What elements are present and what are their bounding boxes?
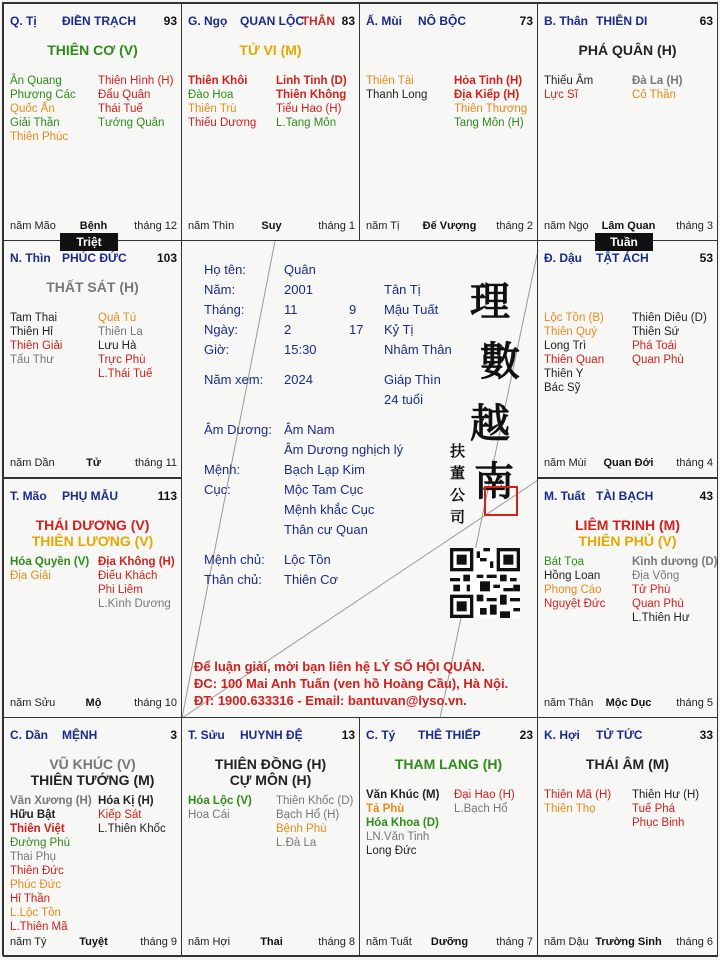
star-item: Kình dương (D) [632,556,718,568]
star-item: Tử Phù [632,584,671,596]
minor-stars-right [632,311,718,367]
minor-stars-right [632,788,718,830]
star-item: Văn Xương (H) [10,795,92,807]
main-star: THÁI DƯƠNG (V) [35,517,150,533]
palace-footer [544,936,713,950]
calligraphy-char-4: 南 [474,458,514,505]
star-item: Phượng Các [10,89,76,101]
star-item: Tuế Phá [632,803,676,815]
star-item: Hóa Khoa (D) [366,817,439,829]
star-item: Thiên Hư (H) [632,789,700,801]
star-item: Thanh Long [366,89,428,101]
star-item: Điếu Khách [98,570,158,582]
star-item: Nguyệt Đức [544,598,606,610]
palace-footer [10,457,177,471]
star-item: L.Kình Dương [98,598,171,610]
main-star: THIÊN TƯỚNG (M) [30,772,155,788]
star-item: Bác Sỹ [544,382,581,394]
star-item: Quả Tú [98,312,137,324]
minor-stars-right [632,555,718,625]
value-ngay-can: Kỷ Tị [384,322,414,337]
palace-tag: THÂN [301,14,335,28]
palace-year: năm Dần [10,457,55,469]
minor-stars-left [10,74,98,144]
palace-name: TẬT ÁCH [596,251,649,265]
star-item: Linh Tinh (D) [276,75,347,87]
minor-stars-left [10,794,98,934]
palace-footer [366,220,533,234]
star-item: Phục Binh [632,817,685,829]
palace-number: 23 [519,728,533,742]
main-star: CỰ MÔN (H) [229,772,312,788]
main-star: TỬ VI (M) [239,42,302,58]
palace-branch: C. Dần [10,728,49,742]
minor-stars-left [544,555,632,611]
palace-dan [3,717,182,957]
palace-footer [544,220,713,234]
palace-mao [3,478,182,718]
star-item: Địa Giải [10,570,51,582]
calligraphy-char-3: 越 [470,400,510,447]
palace-number: 3 [170,728,177,742]
palace-month: tháng 11 [134,457,177,469]
seal-stamp [484,486,518,516]
contact-line-2: ĐC: 100 Mai Anh Tuấn (ven hồ Hoàng Cầu), Hà Nội. [194,676,509,691]
palace-year: năm Dậu [544,936,589,948]
palace-number: 73 [519,14,533,28]
star-item: L.Thiên Hư [632,612,690,624]
palace-than [537,3,718,241]
label-ngay: Ngày: [204,322,238,337]
star-item: Thiên La [98,326,143,338]
label-cuc: Cục: [204,482,231,497]
star-item: L.Đà La [276,837,317,849]
palace-header [544,728,713,742]
star-item: Phong Cáo [544,584,602,596]
palace-number: 13 [341,728,355,742]
star-item: Bạch Hổ (H) [276,809,340,821]
palace-name: ĐIỀN TRẠCH [62,14,136,28]
palace-header [188,14,355,28]
palace-year: năm Tị [366,220,400,232]
star-item: Thiên Tài [366,75,414,87]
contact-line-1: Để luận giải, mời bạn liên hệ LÝ SỐ HỘI QUÁN. [194,659,485,674]
palace-year: năm Mão [10,220,56,232]
calligraphy-char-2: 數 [480,338,520,385]
label-am-duong: Âm Dương: [204,422,272,437]
minor-stars-right [454,74,538,130]
palace-month: tháng 7 [496,936,533,948]
star-item: Ân Quang [10,75,62,87]
star-item: Đà La (H) [632,75,683,87]
palace-mui [359,3,538,241]
calligraphy-char-1: 理 [470,278,510,325]
value-menh-chu: Lộc Tồn [284,552,331,567]
palace-stage: Trường Sinh [595,936,662,948]
palace-stage: Bệnh [79,220,108,232]
star-item: Thiên Giải [10,340,63,352]
value-gio-can: Nhâm Thân [384,342,452,357]
minor-stars [10,74,177,214]
main-star: VŨ KHÚC (V) [49,756,136,772]
palace-month: tháng 1 [318,220,355,232]
value-am-duong-2: Âm Dương nghịch lý [284,442,404,457]
main-star: LIÊM TRINH (M) [575,517,680,533]
value-ngay: 2 [284,322,292,337]
palace-stage: Thai [260,936,283,948]
palace-month: tháng 8 [318,936,355,948]
star-item: Bệnh Phù [276,823,327,835]
star-item: Lực Sĩ [544,89,578,101]
main-star: THẤT SÁT (H) [46,279,139,295]
star-item: Đường Phù [10,837,70,849]
value-thang-can: Mậu Tuất [384,302,439,317]
palace-thin [3,240,182,478]
value-cuc: Mộc Tam Cục [284,482,364,497]
main-star: THAM LANG (H) [394,756,503,772]
palace-month: tháng 9 [140,936,177,948]
star-item: Địa Võng [632,570,680,582]
star-item: Hóa Lộc (V) [188,795,252,807]
minor-stars [544,74,713,214]
star-item: Thiên Diêu (D) [632,312,707,324]
palace-name: TỬ TỨC [596,728,643,742]
star-item: Thiên Quý [544,326,598,338]
palace-year: năm Hợi [188,936,231,948]
star-item: Tang Môn (H) [454,117,524,129]
star-item: L.Thiên Khốc [98,823,166,835]
star-item: Thái Tuế [98,103,143,115]
palace-name: MỆNH [62,728,98,742]
palace-number: 33 [699,728,713,742]
palace-year: năm Tuất [366,936,412,948]
minor-stars-left [544,311,632,395]
star-item: Trực Phù [98,354,146,366]
star-item: Thiên Y [544,368,584,380]
palace-name: NÔ BỘC [418,14,466,28]
minor-stars-left [188,794,276,822]
value-gio: 15:30 [284,342,317,357]
palace-month: tháng 6 [676,936,713,948]
star-item: Thiên Khôi [188,75,248,87]
star-item: LN.Văn Tinh [366,831,430,843]
value-cuc-3: Thân cư Quan [284,522,368,537]
palace-name: HUYNH ĐỆ [240,728,303,742]
star-item: Thiên Thọ [544,803,596,815]
palace-footer [544,457,713,471]
star-item: Tiểu Hao (H) [276,103,342,115]
palace-stage: Mộc Dục [605,697,652,709]
label-nam-xem: Năm xem: [204,372,264,387]
palace-footer [188,220,355,234]
star-item: Hóa Kị (H) [98,795,154,807]
label-ho-ten: Họ tên: [204,262,246,277]
star-item: Đại Hao (H) [454,789,515,801]
main-star: THÁI ÂM (M) [585,756,670,772]
palace-footer [10,697,177,711]
star-item: L.Bạch Hổ [454,803,508,815]
palace-header [10,728,177,742]
star-item: Cô Thần [632,89,676,101]
palace-ty [3,3,182,241]
calligraphy-vertical: 扶 董 公 司 [450,442,466,526]
main-star: THIÊN LƯƠNG (V) [31,533,154,549]
palace-number: 43 [699,489,713,503]
palace-year: năm Mùi [544,457,587,469]
value-cuc-2: Mệnh khắc Cục [284,502,375,517]
star-item: Giải Thần [10,117,60,129]
star-item: Hữu Bật [10,809,56,821]
palace-branch: C. Tý [366,728,396,742]
palace-branch: B. Thân [544,14,588,28]
star-item: Kiếp Sát [98,809,142,821]
contact-line-3: ĐT: 1900.633316 - Email: bantuvan@lyso.vn. [194,693,467,708]
star-item: Bát Tọa [544,556,585,568]
palace-stage: Tử [86,457,101,469]
star-item: Thiên Hình (H) [98,75,174,87]
palace-stage: Dưỡng [430,936,469,948]
star-item: Tấu Thư [10,354,54,366]
minor-stars-left [366,74,454,102]
minor-stars-right [98,74,182,130]
minor-stars [544,311,713,451]
star-item: Thiên Đức [10,865,64,877]
palace-suu [181,717,360,957]
minor-stars-left [10,555,98,583]
label-gio: Giờ: [204,342,230,357]
palace-dau [537,240,718,478]
minor-stars-right [632,74,718,102]
value-nam: 2001 [284,282,313,297]
star-item: Thiên Khốc (D) [276,795,354,807]
value-nam-xem: 2024 [284,372,313,387]
palace-branch: Q. Tị [10,14,37,28]
palace-number: 103 [156,251,177,265]
palace-footer [188,936,355,950]
label-menh: Mệnh: [204,462,241,477]
star-item: Thiên Không [276,89,347,101]
palace-name: TÀI BẠCH [596,489,654,503]
palace-stage: Quan Đới [603,457,654,469]
palace-month: tháng 5 [676,697,713,709]
star-item: Long Đức [366,845,417,857]
palace-number: 63 [699,14,713,28]
palace-footer [10,936,177,950]
value-ho-ten: Quân [284,262,316,277]
star-item: Phá Toái [632,340,677,352]
palace-number: 113 [157,489,177,503]
star-item: Hoa Cái [188,809,230,821]
palace-year: năm Tý [10,936,47,948]
palace-month: tháng 2 [496,220,533,232]
value-thang-am: 9 [349,302,357,317]
star-item: Thiên Phúc [10,131,69,143]
palace-year: năm Sửu [10,697,56,709]
label-nam: Năm: [204,282,236,297]
palace-branch: Đ. Dậu [544,251,583,265]
value-ngay-am: 17 [349,322,364,337]
tuan-badge: Tuần [595,233,653,251]
palace-name: QUAN LỘC [240,14,304,28]
palace-footer [366,936,533,950]
star-item: Thiên Hỉ [10,326,53,338]
palace-branch: M. Tuất [544,489,586,503]
minor-stars-left [544,788,632,816]
palace-number: 53 [699,251,713,265]
star-item: Tướng Quân [98,117,165,129]
star-item: Hỏa Tinh (H) [454,75,523,87]
main-star: THIÊN ĐỒNG (H) [214,756,327,772]
palace-name: PHỤ MẪU [62,489,118,503]
minor-stars-right [98,794,182,836]
star-item: Đẩu Quân [98,89,151,101]
palace-name: THÊ THIẾP [418,728,481,742]
minor-stars-left [188,74,276,130]
palace-stage: Lâm Quan [601,220,656,232]
star-item: Văn Khúc (M) [366,789,440,801]
value-thang: 11 [284,302,298,317]
main-star: THIÊN PHỦ (V) [578,533,677,549]
star-item: Quan Phù [632,598,684,610]
palace-footer [10,220,177,234]
triet-badge: Triệt [60,233,118,251]
palace-header [10,251,177,265]
palace-header [366,14,533,28]
star-item: L.Lộc Tồn [10,907,61,919]
star-item: L.Tang Môn [276,117,337,129]
palace-name: THIÊN DI [596,14,648,28]
minor-stars [366,788,533,928]
palace-stage: Mộ [85,697,102,709]
star-item: Thiếu Âm [544,75,594,87]
star-item: Thiên Trù [188,103,237,115]
star-item: Tả Phù [366,803,405,815]
palace-header [544,14,713,28]
palace-year: năm Thân [544,697,594,709]
star-item: Hồng Loan [544,570,601,582]
palace-branch: G. Ngọ [188,14,228,28]
minor-stars-right [454,788,538,816]
palace-ngo [181,3,360,241]
palace-year: năm Thìn [188,220,235,232]
star-item: Quan Phù [632,354,684,366]
palace-branch: T. Sửu [188,728,225,742]
palace-stage: Suy [261,220,282,232]
palace-branch: N. Thìn [10,251,51,265]
star-item: Quốc Ấn [10,103,55,115]
minor-stars-left [366,788,454,858]
palace-month: tháng 3 [676,220,713,232]
star-item: Địa Không (H) [98,556,175,568]
star-item: Long Trì [544,340,587,352]
palace-hoi [537,717,718,957]
star-item: Thiên Sứ [632,326,680,338]
palace-month: tháng 12 [134,220,177,232]
star-item: Thiên Thương [454,103,528,115]
main-star: PHÁ QUÂN (H) [578,42,677,58]
star-item: Phi Liêm [98,584,143,596]
star-item: L.Thiên Mã [10,921,68,933]
minor-stars-right [98,555,182,611]
star-item: Thiên Việt [10,823,65,835]
palace-header [188,728,355,742]
minor-stars [544,555,718,695]
star-item: Phúc Đức [10,879,62,891]
minor-stars [544,788,713,928]
value-than-chu: Thiên Cơ [284,572,339,587]
star-item: Thiếu Dương [188,117,257,129]
value-menh: Bạch Lạp Kim [284,462,365,477]
palace-header [366,728,533,742]
palace-footer [544,697,713,711]
palace-header [10,489,177,503]
star-item: Thiên Quan [544,354,605,366]
palace-branch: K. Hợi [544,728,580,742]
star-item: Thiên Mã (H) [544,789,612,801]
palace-branch: T. Mão [10,489,47,503]
star-item: Lộc Tồn (B) [544,312,604,324]
palace-header [544,489,713,503]
value-nam-can: Tân Tị [384,282,421,297]
minor-stars-left [544,74,632,102]
palace-header [544,251,713,265]
label-than-chu: Thân chủ: [204,572,262,587]
star-item: Lưu Hà [98,340,137,352]
minor-stars [10,555,177,695]
star-item: Địa Kiếp (H) [454,89,520,101]
star-item: L.Thái Tuế [98,368,153,380]
minor-stars [188,794,355,934]
palace-stage: Đế Vượng [422,220,477,232]
qr-code [450,548,520,618]
label-thang: Tháng: [204,302,245,317]
contact-block [194,658,508,709]
palace-branch: Ấ. Mùi [366,14,402,28]
star-item: Đào Hoa [188,89,234,101]
palace-header [10,14,177,28]
minor-stars [366,74,533,214]
minor-stars-left [10,311,98,367]
minor-stars [188,74,355,214]
palace-name: PHÚC ĐỨC [62,251,127,265]
star-item: Thai Phụ [10,851,57,863]
palace-year: năm Ngọ [544,220,589,232]
palace-stage: Tuyệt [79,936,108,948]
minor-stars-right [98,311,182,381]
label-menh-chu: Mệnh chủ: [204,552,265,567]
main-star: THIÊN CƠ (V) [47,42,138,58]
star-item: Tam Thai [10,312,58,324]
value-tuoi: 24 tuổi [384,392,424,407]
minor-stars-right [276,74,360,130]
star-item: Hỉ Thần [10,893,51,905]
palace-tuat [537,478,718,718]
value-nam-xem-can: Giáp Thìn [384,372,441,387]
palace-ti [359,717,538,957]
value-am-duong: Âm Nam [284,422,335,437]
minor-stars [10,311,177,451]
palace-month: tháng 4 [676,457,713,469]
palace-number: 83 [341,14,355,28]
star-item: Hóa Quyền (V) [10,556,90,568]
minor-stars [10,794,177,934]
palace-number: 93 [163,14,177,28]
palace-month: tháng 10 [134,697,177,709]
minor-stars-right [276,794,360,850]
